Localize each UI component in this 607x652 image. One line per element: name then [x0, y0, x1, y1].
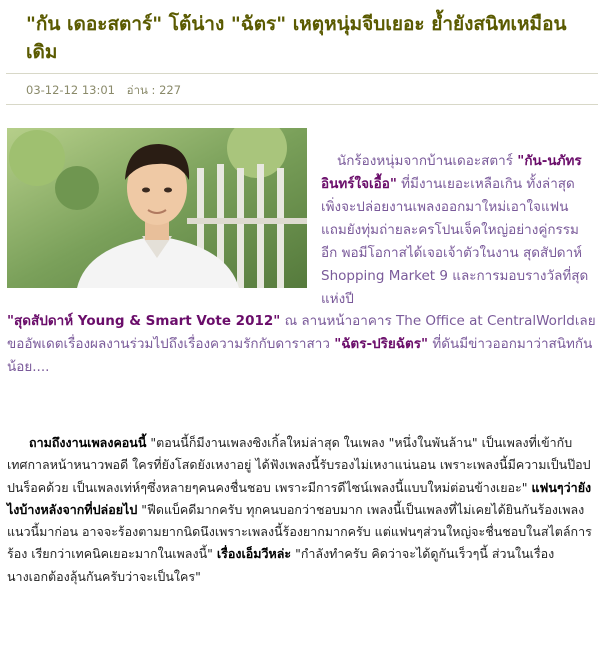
article-meta — [26, 82, 181, 100]
view-count: อ่าน : 227 — [126, 83, 182, 97]
divider — [6, 73, 598, 74]
question-text: เรื่องเอ็มวีหล่ะ — [216, 546, 292, 562]
article-photo — [7, 128, 307, 288]
answer-text: "กำลังทำครับ คิดว่าจะได้ดูกันเร็วๆนี้ ส่วนในเรื่องนางเอกต้องลุ้นกันครับว่าจะเป็นใคร" — [7, 546, 555, 584]
interview-paragraph — [7, 432, 595, 588]
intro-text: ณ ลานหน้าอาคาร The Office at CentralWorldเลยขออัพเดตเรื่องผลงานร่วมไปถึงเรื่องความรักกับดาราสาว — [7, 313, 596, 352]
publish-date: 03-12-12 13:01 — [26, 83, 115, 97]
question-text: แฟนๆว่ายังไงบ้างหลังจากที่ปล่อยไป — [7, 479, 592, 517]
article-title: "กัน เดอะสตาร์" โต้น่าง "ฉัตร" เหตุหนุ่มจีบเยอะ ย้ำยังสนิทเหมือนเดิม — [26, 13, 567, 63]
intro-paragraph — [321, 150, 589, 311]
highlight-name: "กัน-นภัทร อินทร์ใจเอื้อ" — [321, 153, 582, 192]
answer-text: "ตอนนี้ก็มีงานเพลงซิงเกิ้ลใหม่ล่าสุด ในเพลง "หนึ่งในพันล้าน" เป็นเพลงที่เข้ากับเทศกาลหน้าหนาวพอดี ใครที่ยังโสดยังเหงาอยู่ ได้ฟังเพลงนี้รับรองไม่เหงาแน่นอน เพราะเพลงนี้มีความเป็นป๊อปปนร็อคด้วย เป็นเพลงเท่ห์ๆซึ่งหลายๆคนคงชื่นชอบ เพราะมีการดีไซน์เพลงนี้แบบใหม่ต่อนข้างเยอะ" — [7, 435, 591, 495]
highlight-event: "สุดสัปดาห์ Young & Smart Vote 2012" — [7, 313, 281, 329]
divider — [6, 104, 598, 105]
answer-text: "ฟีดแบ็คดีมากครับ ทุกคนบอกว่าชอบมาก เพลงนี้เป็นเพลงที่ไม่เคยได้ยินกันร้องเพลงแนวนี้มาก่อน อาจจะร้องตามยากนิดนึงเพราะเพลงนี้ร้องยากมากครับ แต่แฟนๆส่วนใหญ่จะชื่นชอบในสไตล์การร้อง เรียกว่าเทคนิคเยอะมากในเพลงนี้" — [7, 501, 592, 562]
intro-text: นักร้องหนุ่มจากบ้านเดอะสตาร์ — [337, 153, 518, 169]
highlight-partner: "ฉัตร-ปริยฉัตร" — [334, 336, 429, 352]
intro-text: ที่มีงานเยอะเหลือเกิน ทั้งล่าสุดเพิ่งจะปล่อยงานเพลงออกมาใหม่เอาใจแฟน แถมยังทุ่มถ่ายละครโปนเจ็คใหญ่อย่างคู่กรรมอีก พอมีโอกาสได้เจอเจ้าตัวในงาน สุดสัปดาห์ Shopping Market 9 และการมอบรางวัลที่สุดแห่งปี — [321, 176, 589, 307]
intro-text: ที่ดันมีข่าวออกมาว่าสนิทกันน้อย.... — [7, 336, 593, 375]
intro-paragraph-continued — [7, 310, 597, 379]
question-text: ถามถึงงานเพลงคอนนี้ — [29, 435, 147, 450]
